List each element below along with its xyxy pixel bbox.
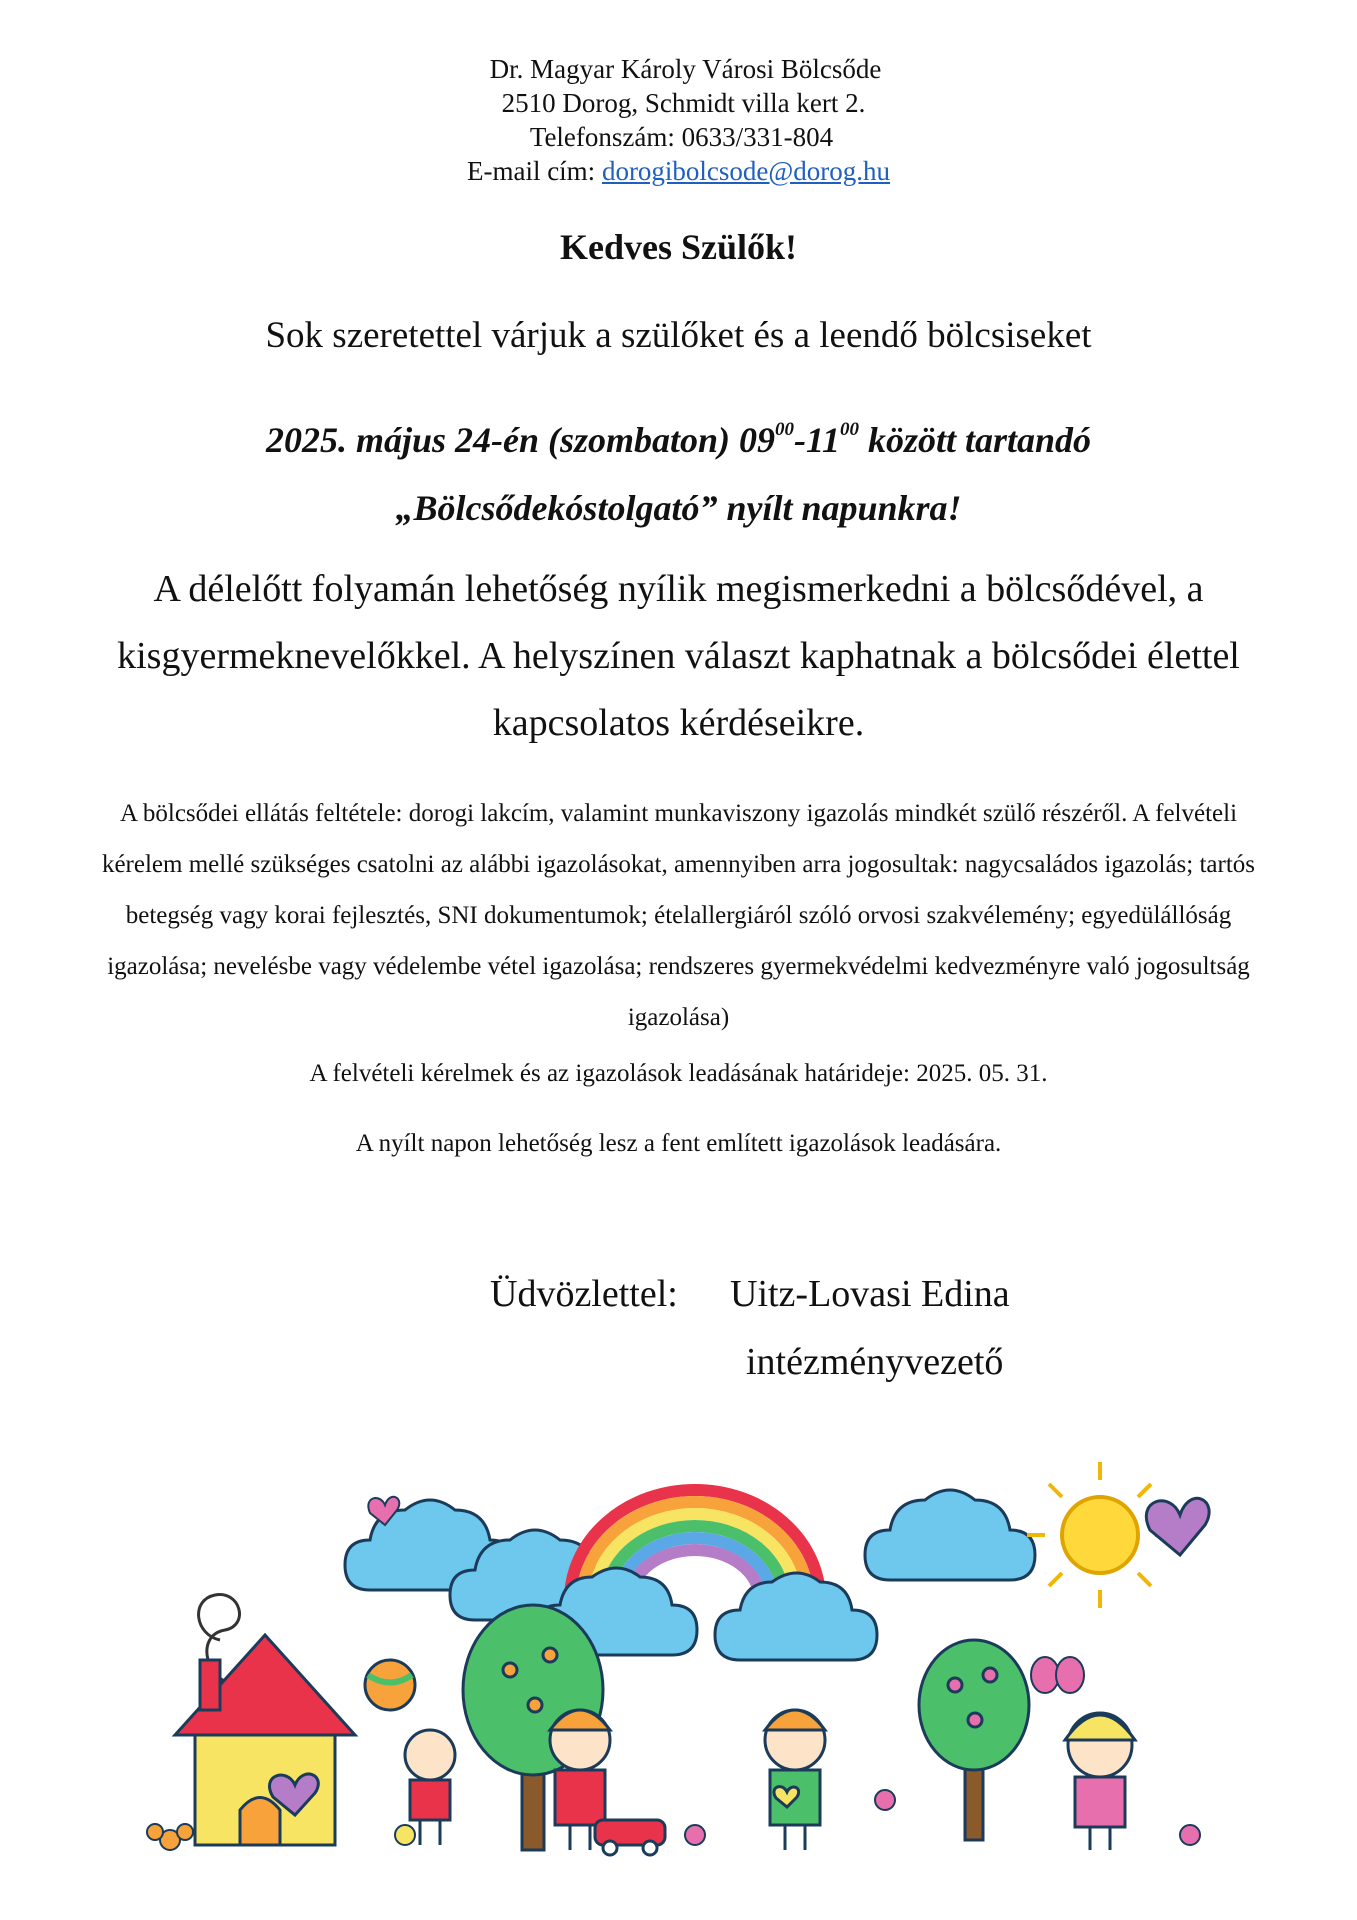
ball-icon [365, 1660, 415, 1710]
institution-email-line [0, 154, 1357, 188]
institution-address: 2510 Dorog, Schmidt villa kert 2. [501, 88, 866, 118]
lead-paragraph: A délelőtt folyamán lehetőség nyílik megismerkedni a bölcsődével, a kisgyermeknevelőkkel. A helyszínen választ kaphatnak a bölcsődei élettel kapcsolatos kérdéseikre. [117, 568, 1240, 744]
signature-title: intézményvezető [746, 1341, 1004, 1383]
letterhead [0, 52, 1357, 188]
event-date-time [0, 400, 1357, 474]
event-suffix: között tartandó [859, 420, 1092, 460]
flower-icon [147, 1824, 193, 1850]
tree-icon [919, 1640, 1029, 1840]
butterfly-icon [1031, 1657, 1084, 1693]
heart-icon [1146, 1498, 1209, 1555]
deadline-line: A felvételi kérelmek és az igazolások leadásának határideje: 2025. 05. 31. [309, 1060, 1048, 1087]
flower-icon [395, 1825, 415, 1845]
cloud-icon [715, 1573, 877, 1660]
signature-greeting: Üdvözlettel: [490, 1273, 678, 1315]
signature-name: Uitz-Lovasi Edina [730, 1273, 1010, 1315]
cloud-icon [865, 1490, 1035, 1580]
greeting-heading: Kedves Szülők! [559, 227, 798, 267]
event-date: 2025. május 24-én (szombaton) 09 [265, 420, 775, 460]
email-link[interactable]: dorogibolcsode@dorog.hu [601, 156, 891, 186]
event-start-minutes: 00 [774, 419, 794, 440]
open-day-note: A nyílt napon lehetőség lesz a fent említett igazolások leadására. [355, 1130, 1002, 1157]
institution-name: Dr. Magyar Károly Városi Bölcsőde [489, 54, 882, 84]
institution-phone: Telefonszám: 0633/331-804 [529, 122, 834, 152]
sun-icon [1027, 1462, 1173, 1608]
conditions-paragraph: A bölcsődei ellátás feltétele: dorogi lakcím, valamint munkaviszony igazolás mindkét szülő részéről. A felvételi kérelem mellé szükséges csatolni az alábbi igazolásokat, amennyiben arra jogosultak: nagycsaládos igazolás; tartós betegség vagy korai fejlesztés, SNI dokumentumok; ételallergiáról szóló orvosi szakvélemény; egyedülállóság igazolása; nevelésbe vagy védelembe vétel igazolása; rendszeres gyermekvédelmi kedvezményre való jogosultság igazolása) [101, 800, 1256, 1031]
child-figure [1065, 1713, 1135, 1850]
invitation-line: Sok szeretettel várjuk a szülőket és a leendő bölcsiseket [265, 315, 1092, 356]
event-end-hour: -11 [793, 420, 840, 460]
event-end-minutes: 00 [840, 419, 859, 440]
event-details [0, 400, 1357, 542]
event-name: „Bölcsődekóstolgató” nyílt napunkra! [395, 488, 962, 528]
email-label: E-mail cím: [466, 156, 596, 186]
house-icon [175, 1635, 355, 1845]
child-figure [765, 1710, 825, 1850]
toy-car-icon [595, 1820, 665, 1855]
children-illustration [140, 1440, 1220, 1860]
